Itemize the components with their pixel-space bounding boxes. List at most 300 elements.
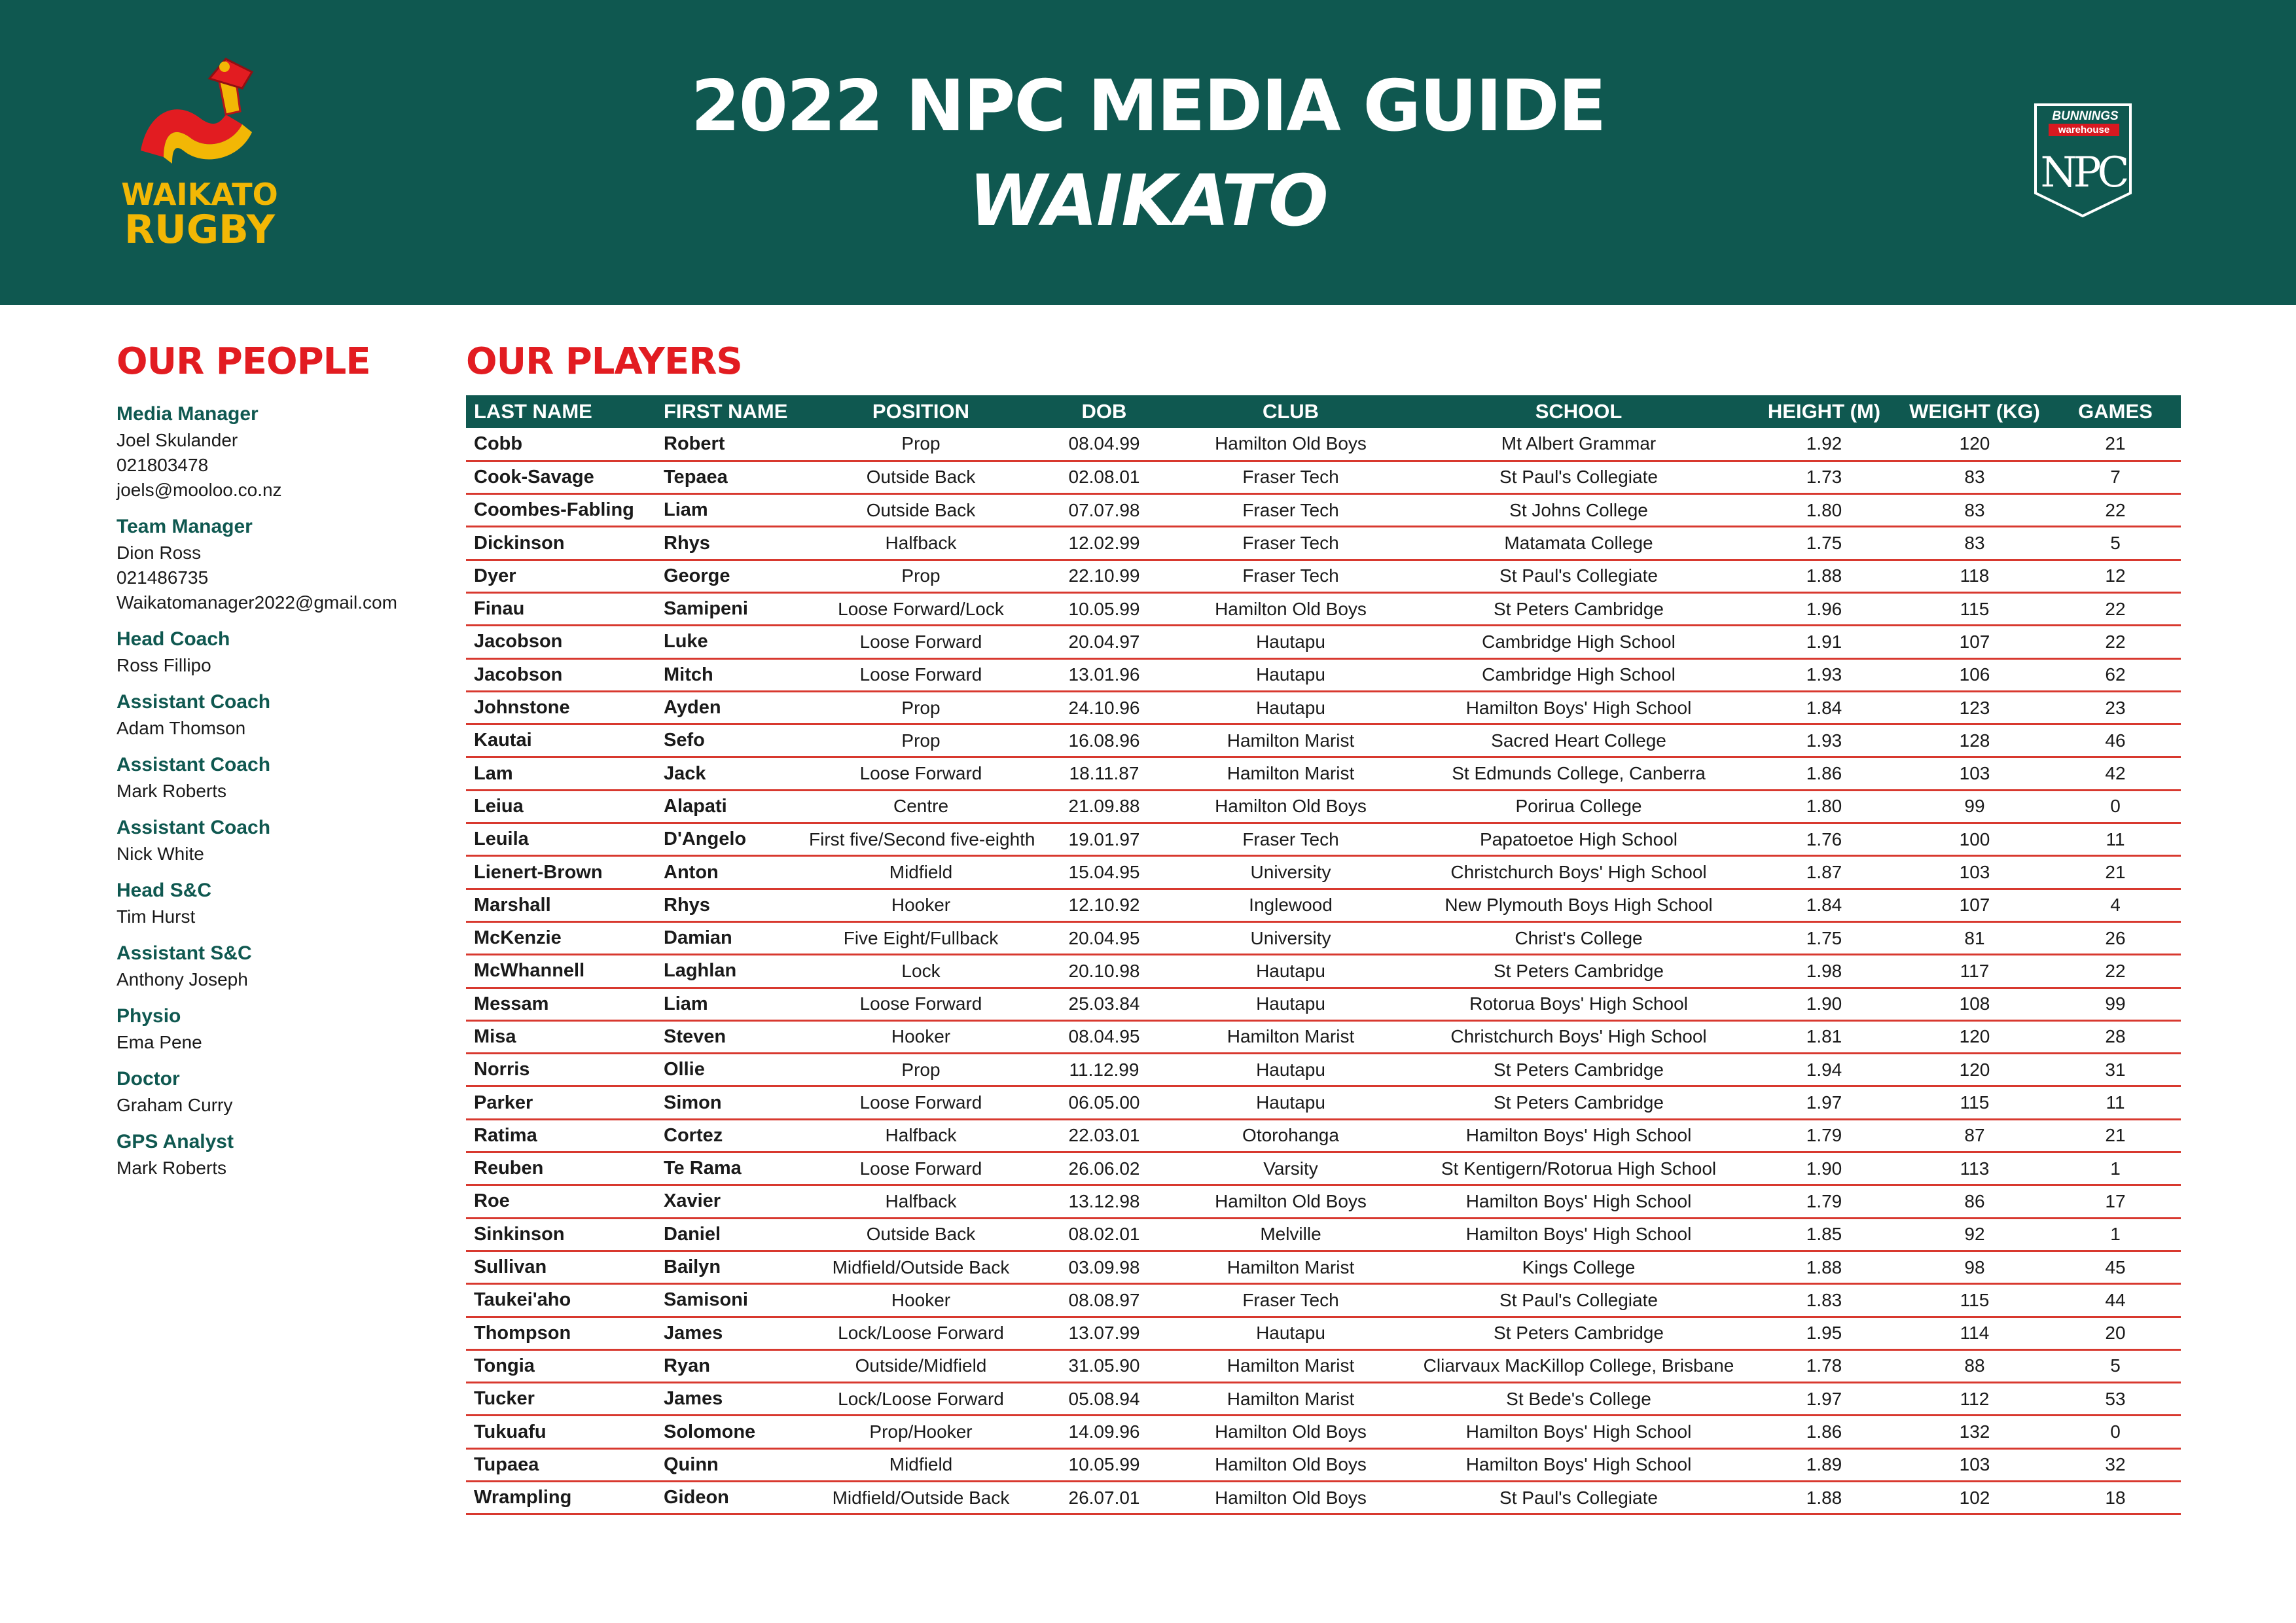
person-role: Assistant S&C <box>117 942 252 964</box>
table-cell: Rhys <box>656 527 806 560</box>
table-cell: Hamilton Old Boys <box>1173 592 1408 625</box>
table-cell: 31.05.90 <box>1035 1349 1173 1382</box>
table-cell: 132 <box>1899 1416 2050 1448</box>
table-cell: Hamilton Boys' High School <box>1408 691 1749 724</box>
table-cell: 22 <box>2050 494 2181 527</box>
table-row <box>466 856 2181 889</box>
table-cell: Rhys <box>656 889 806 921</box>
table-cell: Lienert-Brown <box>466 856 656 889</box>
table-cell: 22 <box>2050 626 2181 658</box>
table-cell: Hautapu <box>1173 988 1408 1020</box>
table-cell: Liam <box>656 988 806 1020</box>
table-row <box>466 1383 2181 1416</box>
table-cell: 81 <box>1899 921 2050 954</box>
person-entry <box>117 688 444 741</box>
table-cell: Sefo <box>656 724 806 757</box>
table-row <box>466 1349 2181 1382</box>
table-row <box>466 889 2181 921</box>
table-row <box>466 461 2181 493</box>
table-cell: 1.91 <box>1749 626 1899 658</box>
players-table-header <box>466 395 2181 428</box>
table-cell: 106 <box>1899 658 2050 691</box>
table-cell: 1.98 <box>1749 955 1899 988</box>
table-cell: 21.09.88 <box>1035 790 1173 823</box>
table-cell: 103 <box>1899 856 2050 889</box>
table-cell: Hautapu <box>1173 1086 1408 1119</box>
table-cell: Melville <box>1173 1218 1408 1251</box>
table-row <box>466 790 2181 823</box>
table-cell: 13.07.99 <box>1035 1317 1173 1349</box>
table-cell: Simon <box>656 1086 806 1119</box>
person-entry <box>117 1065 444 1118</box>
table-cell: Quinn <box>656 1448 806 1481</box>
table-cell: Hautapu <box>1173 658 1408 691</box>
table-cell: Christchurch Boys' High School <box>1408 1020 1749 1053</box>
table-row <box>466 1185 2181 1218</box>
table-cell: Fraser Tech <box>1173 494 1408 527</box>
table-cell: Lock/Loose Forward <box>806 1317 1035 1349</box>
table-cell: Fraser Tech <box>1173 560 1408 592</box>
table-cell: 1.78 <box>1749 1349 1899 1382</box>
table-cell: Ratima <box>466 1119 656 1152</box>
person-detail: Tim Hurst <box>117 906 196 927</box>
table-cell: Samisoni <box>656 1284 806 1317</box>
table-cell: 1.94 <box>1749 1054 1899 1086</box>
table-cell: 03.09.98 <box>1035 1251 1173 1283</box>
table-row <box>466 1482 2181 1514</box>
table-cell: Sacred Heart College <box>1408 724 1749 757</box>
table-cell: 87 <box>1899 1119 2050 1152</box>
table-cell: St Peters Cambridge <box>1408 1054 1749 1086</box>
table-cell: 1.95 <box>1749 1317 1899 1349</box>
table-cell: Mitch <box>656 658 806 691</box>
table-cell: Samipeni <box>656 592 806 625</box>
table-cell: Wrampling <box>466 1482 656 1514</box>
table-cell: St Paul's Collegiate <box>1408 1482 1749 1514</box>
table-row <box>466 658 2181 691</box>
table-cell: 86 <box>1899 1185 2050 1218</box>
table-cell: 128 <box>1899 724 2050 757</box>
table-row <box>466 757 2181 790</box>
table-cell: 22 <box>2050 592 2181 625</box>
table-cell: 123 <box>1899 691 2050 724</box>
table-cell: 21 <box>2050 856 2181 889</box>
table-cell: 120 <box>1899 1054 2050 1086</box>
table-cell: 1.75 <box>1749 527 1899 560</box>
table-cell: McWhannell <box>466 955 656 988</box>
table-cell: Outside Back <box>806 1218 1035 1251</box>
table-cell: 12.02.99 <box>1035 527 1173 560</box>
table-cell: 32 <box>2050 1448 2181 1481</box>
table-cell: 22.03.01 <box>1035 1119 1173 1152</box>
table-cell: James <box>656 1383 806 1416</box>
table-cell: 05.08.94 <box>1035 1383 1173 1416</box>
table-cell: Christ's College <box>1408 921 1749 954</box>
person-detail: Nick White <box>117 844 204 864</box>
table-cell: Lam <box>466 757 656 790</box>
table-cell: 20.04.95 <box>1035 921 1173 954</box>
table-cell: 1.90 <box>1749 1152 1899 1185</box>
table-cell: Laghlan <box>656 955 806 988</box>
table-cell: Outside Back <box>806 494 1035 527</box>
person-detail: Waikatomanager2022@gmail.com <box>117 592 397 613</box>
table-cell: 1.97 <box>1749 1383 1899 1416</box>
table-cell: St Bede's College <box>1408 1383 1749 1416</box>
table-row <box>466 560 2181 592</box>
table-cell: 46 <box>2050 724 2181 757</box>
person-entry <box>117 513 444 615</box>
person-role: Assistant Coach <box>117 817 271 838</box>
table-row <box>466 1054 2181 1086</box>
table-cell: Cortez <box>656 1119 806 1152</box>
table-cell: 11.12.99 <box>1035 1054 1173 1086</box>
table-row <box>466 1448 2181 1481</box>
table-cell: 115 <box>1899 1284 2050 1317</box>
table-cell: 26.06.02 <box>1035 1152 1173 1185</box>
table-cell: Cliarvaux MacKillop College, Brisbane <box>1408 1349 1749 1382</box>
table-cell: Prop <box>806 724 1035 757</box>
table-row <box>466 1218 2181 1251</box>
table-row <box>466 1086 2181 1119</box>
table-cell: Roe <box>466 1185 656 1218</box>
table-cell: Hooker <box>806 1020 1035 1053</box>
table-row <box>466 1119 2181 1152</box>
table-cell: 1.90 <box>1749 988 1899 1020</box>
table-cell: 13.01.96 <box>1035 658 1173 691</box>
table-cell: Inglewood <box>1173 889 1408 921</box>
sponsor-subname: warehouse <box>2049 124 2119 136</box>
npc-bunnings-logo <box>2029 101 2137 219</box>
table-cell: Loose Forward <box>806 988 1035 1020</box>
table-cell: D'Angelo <box>656 823 806 856</box>
person-role: GPS Analyst <box>117 1131 234 1152</box>
table-cell: 0 <box>2050 790 2181 823</box>
column-header: HEIGHT (M) <box>1749 395 1899 428</box>
table-cell: 21 <box>2050 1119 2181 1152</box>
table-row <box>466 1020 2181 1053</box>
table-cell: Prop <box>806 428 1035 461</box>
table-cell: 99 <box>1899 790 2050 823</box>
table-cell: 1.80 <box>1749 790 1899 823</box>
table-cell: 1.84 <box>1749 889 1899 921</box>
table-cell: 7 <box>2050 461 2181 493</box>
table-cell: 23 <box>2050 691 2181 724</box>
table-cell: Cambridge High School <box>1408 626 1749 658</box>
table-row <box>466 626 2181 658</box>
table-cell: 1.89 <box>1749 1448 1899 1481</box>
table-cell: Fraser Tech <box>1173 461 1408 493</box>
table-cell: Robert <box>656 428 806 461</box>
table-cell: 1.79 <box>1749 1185 1899 1218</box>
table-cell: Papatoetoe High School <box>1408 823 1749 856</box>
person-detail: Joel Skulander <box>117 430 238 450</box>
table-cell: 1 <box>2050 1152 2181 1185</box>
table-cell: Hamilton Old Boys <box>1173 1482 1408 1514</box>
table-cell: 1.84 <box>1749 691 1899 724</box>
table-cell: Tepaea <box>656 461 806 493</box>
table-cell: 83 <box>1899 461 2050 493</box>
person-role: Doctor <box>117 1068 180 1090</box>
table-cell: Johnstone <box>466 691 656 724</box>
table-cell: Midfield <box>806 856 1035 889</box>
table-cell: 25.03.84 <box>1035 988 1173 1020</box>
table-cell: Five Eight/Fullback <box>806 921 1035 954</box>
table-cell: St Paul's Collegiate <box>1408 560 1749 592</box>
table-cell: 98 <box>1899 1251 2050 1283</box>
table-cell: 44 <box>2050 1284 2181 1317</box>
table-cell: Solomone <box>656 1416 806 1448</box>
table-cell: Loose Forward <box>806 658 1035 691</box>
table-cell: 1.88 <box>1749 1482 1899 1514</box>
table-cell: 24.10.96 <box>1035 691 1173 724</box>
table-cell: Hamilton Marist <box>1173 1251 1408 1283</box>
table-cell: Messam <box>466 988 656 1020</box>
table-cell: 107 <box>1899 889 2050 921</box>
table-cell: St Paul's Collegiate <box>1408 461 1749 493</box>
table-cell: Anton <box>656 856 806 889</box>
table-cell: 88 <box>1899 1349 2050 1382</box>
table-cell: Centre <box>806 790 1035 823</box>
our-players-heading: OUR PLAYERS <box>466 340 742 383</box>
page-subtitle: WAIKATO <box>969 160 1327 242</box>
table-cell: Misa <box>466 1020 656 1053</box>
table-cell: Hamilton Marist <box>1173 757 1408 790</box>
table-cell: 12.10.92 <box>1035 889 1173 921</box>
table-cell: Damian <box>656 921 806 954</box>
table-cell: 1.76 <box>1749 823 1899 856</box>
table-cell: 19.01.97 <box>1035 823 1173 856</box>
table-cell: University <box>1173 856 1408 889</box>
table-cell: Prop/Hooker <box>806 1416 1035 1448</box>
column-header: GAMES <box>2050 395 2181 428</box>
table-cell: Halfback <box>806 1119 1035 1152</box>
table-cell: 103 <box>1899 757 2050 790</box>
table-cell: 22.10.99 <box>1035 560 1173 592</box>
table-cell: 103 <box>1899 1448 2050 1481</box>
header-banner <box>0 0 2296 305</box>
table-row <box>466 988 2181 1020</box>
column-header: POSITION <box>806 395 1035 428</box>
table-cell: 07.07.98 <box>1035 494 1173 527</box>
table-cell: Daniel <box>656 1218 806 1251</box>
table-cell: Fraser Tech <box>1173 527 1408 560</box>
table-row <box>466 1284 2181 1317</box>
table-cell: 118 <box>1899 560 2050 592</box>
sponsor-name: BUNNINGS <box>2052 109 2119 123</box>
table-cell: Cambridge High School <box>1408 658 1749 691</box>
table-cell: New Plymouth Boys High School <box>1408 889 1749 921</box>
table-cell: 53 <box>2050 1383 2181 1416</box>
table-cell: 1.87 <box>1749 856 1899 889</box>
table-cell: Outside/Midfield <box>806 1349 1035 1382</box>
table-cell: Tucker <box>466 1383 656 1416</box>
person-detail: Mark Roberts <box>117 1158 227 1178</box>
table-cell: 1.83 <box>1749 1284 1899 1317</box>
table-cell: St Peters Cambridge <box>1408 1086 1749 1119</box>
table-cell: Varsity <box>1173 1152 1408 1185</box>
table-cell: Dickinson <box>466 527 656 560</box>
table-cell: 83 <box>1899 494 2050 527</box>
table-cell: Hautapu <box>1173 691 1408 724</box>
table-cell: 1.81 <box>1749 1020 1899 1053</box>
table-cell: Hooker <box>806 889 1035 921</box>
table-cell: 08.04.95 <box>1035 1020 1173 1053</box>
table-cell: 117 <box>1899 955 2050 988</box>
table-cell: St Kentigern/Rotorua High School <box>1408 1152 1749 1185</box>
table-cell: Outside Back <box>806 461 1035 493</box>
page-title: 2022 NPC MEDIA GUIDE <box>691 65 1605 147</box>
table-cell: George <box>656 560 806 592</box>
players-table <box>466 395 2181 1515</box>
table-cell: Fraser Tech <box>1173 1284 1408 1317</box>
table-cell: Hamilton Old Boys <box>1173 790 1408 823</box>
table-cell: 5 <box>2050 1349 2181 1382</box>
table-cell: Jacobson <box>466 626 656 658</box>
table-cell: 1.80 <box>1749 494 1899 527</box>
table-cell: St Peters Cambridge <box>1408 592 1749 625</box>
table-cell: 20.10.98 <box>1035 955 1173 988</box>
table-cell: Ryan <box>656 1349 806 1382</box>
table-cell: Prop <box>806 560 1035 592</box>
table-cell: First five/Second five-eighth <box>806 823 1035 856</box>
table-cell: Hamilton Marist <box>1173 724 1408 757</box>
table-cell: Ollie <box>656 1054 806 1086</box>
person-entry <box>117 1128 444 1181</box>
table-cell: Hautapu <box>1173 626 1408 658</box>
table-cell: Jack <box>656 757 806 790</box>
table-row <box>466 921 2181 954</box>
table-cell: 10.05.99 <box>1035 1448 1173 1481</box>
table-cell: Matamata College <box>1408 527 1749 560</box>
table-cell: Prop <box>806 1054 1035 1086</box>
table-cell: 107 <box>1899 626 2050 658</box>
person-detail: Ross Fillipo <box>117 655 211 675</box>
table-cell: Xavier <box>656 1185 806 1218</box>
table-cell: Tupaea <box>466 1448 656 1481</box>
table-cell: Steven <box>656 1020 806 1053</box>
table-cell: Tongia <box>466 1349 656 1382</box>
table-cell: Rotorua Boys' High School <box>1408 988 1749 1020</box>
table-cell: 100 <box>1899 823 2050 856</box>
npc-mark: NPC <box>2040 149 2126 197</box>
table-cell: 1.79 <box>1749 1119 1899 1152</box>
person-detail: joels@mooloo.co.nz <box>117 480 282 500</box>
column-header: DOB <box>1035 395 1173 428</box>
table-cell: Coombes-Fabling <box>466 494 656 527</box>
table-cell: Loose Forward <box>806 1152 1035 1185</box>
table-cell: 1.93 <box>1749 658 1899 691</box>
table-cell: Loose Forward/Lock <box>806 592 1035 625</box>
person-role: Assistant Coach <box>117 754 271 776</box>
table-cell: 102 <box>1899 1482 2050 1514</box>
table-cell: Hautapu <box>1173 955 1408 988</box>
person-detail: 021803478 <box>117 455 209 475</box>
table-cell: 18.11.87 <box>1035 757 1173 790</box>
column-header: FIRST NAME <box>656 395 806 428</box>
table-cell: 06.05.00 <box>1035 1086 1173 1119</box>
table-cell: 08.02.01 <box>1035 1218 1173 1251</box>
person-entry <box>117 751 444 804</box>
table-cell: 1.88 <box>1749 1251 1899 1283</box>
table-cell: Hautapu <box>1173 1317 1408 1349</box>
table-cell: Halfback <box>806 527 1035 560</box>
table-cell: 26 <box>2050 921 2181 954</box>
table-cell: Loose Forward <box>806 757 1035 790</box>
table-cell: 45 <box>2050 1251 2181 1283</box>
table-cell: 112 <box>1899 1383 2050 1416</box>
table-row <box>466 592 2181 625</box>
table-cell: Liam <box>656 494 806 527</box>
column-header: CLUB <box>1173 395 1408 428</box>
table-cell: 5 <box>2050 527 2181 560</box>
table-cell: 22 <box>2050 955 2181 988</box>
table-cell: 12 <box>2050 560 2181 592</box>
table-cell: Te Rama <box>656 1152 806 1185</box>
person-entry <box>117 940 444 992</box>
table-cell: St Paul's Collegiate <box>1408 1284 1749 1317</box>
table-cell: Lock/Loose Forward <box>806 1383 1035 1416</box>
table-row <box>466 428 2181 461</box>
table-cell: 17 <box>2050 1185 2181 1218</box>
person-role: Physio <box>117 1005 181 1027</box>
table-row <box>466 1416 2181 1448</box>
table-cell: 99 <box>2050 988 2181 1020</box>
table-cell: Hooker <box>806 1284 1035 1317</box>
table-cell: 11 <box>2050 1086 2181 1119</box>
table-cell: Kings College <box>1408 1251 1749 1283</box>
table-cell: McKenzie <box>466 921 656 954</box>
table-cell: 108 <box>1899 988 2050 1020</box>
table-row <box>466 724 2181 757</box>
table-cell: University <box>1173 921 1408 954</box>
table-cell: 16.08.96 <box>1035 724 1173 757</box>
table-cell: Loose Forward <box>806 626 1035 658</box>
table-cell: Sinkinson <box>466 1218 656 1251</box>
table-cell: Loose Forward <box>806 1086 1035 1119</box>
table-cell: St Peters Cambridge <box>1408 955 1749 988</box>
table-cell: 13.12.98 <box>1035 1185 1173 1218</box>
table-row <box>466 1251 2181 1283</box>
person-role: Media Manager <box>117 403 259 425</box>
table-cell: 08.04.99 <box>1035 428 1173 461</box>
table-cell: Hamilton Old Boys <box>1173 1185 1408 1218</box>
person-entry <box>117 1003 444 1055</box>
table-cell: Hamilton Boys' High School <box>1408 1119 1749 1152</box>
table-cell: 1.92 <box>1749 428 1899 461</box>
table-cell: 15.04.95 <box>1035 856 1173 889</box>
person-detail: Dion Ross <box>117 543 202 563</box>
table-cell: St Peters Cambridge <box>1408 1317 1749 1349</box>
table-row <box>466 1317 2181 1349</box>
person-detail: 021486735 <box>117 567 209 588</box>
table-cell: Leuila <box>466 823 656 856</box>
table-cell: Christchurch Boys' High School <box>1408 856 1749 889</box>
table-cell: Ayden <box>656 691 806 724</box>
table-cell: 20 <box>2050 1317 2181 1349</box>
table-cell: Marshall <box>466 889 656 921</box>
logo-text-rugby: RUGBY <box>124 207 276 253</box>
person-role: Head Coach <box>117 628 230 650</box>
table-row <box>466 494 2181 527</box>
table-cell: Norris <box>466 1054 656 1086</box>
person-detail: Adam Thomson <box>117 718 246 738</box>
table-cell: Hautapu <box>1173 1054 1408 1086</box>
table-cell: 92 <box>1899 1218 2050 1251</box>
table-cell: 1.88 <box>1749 560 1899 592</box>
column-header: LAST NAME <box>466 395 656 428</box>
table-cell: 1.93 <box>1749 724 1899 757</box>
table-cell: Midfield/Outside Back <box>806 1251 1035 1283</box>
